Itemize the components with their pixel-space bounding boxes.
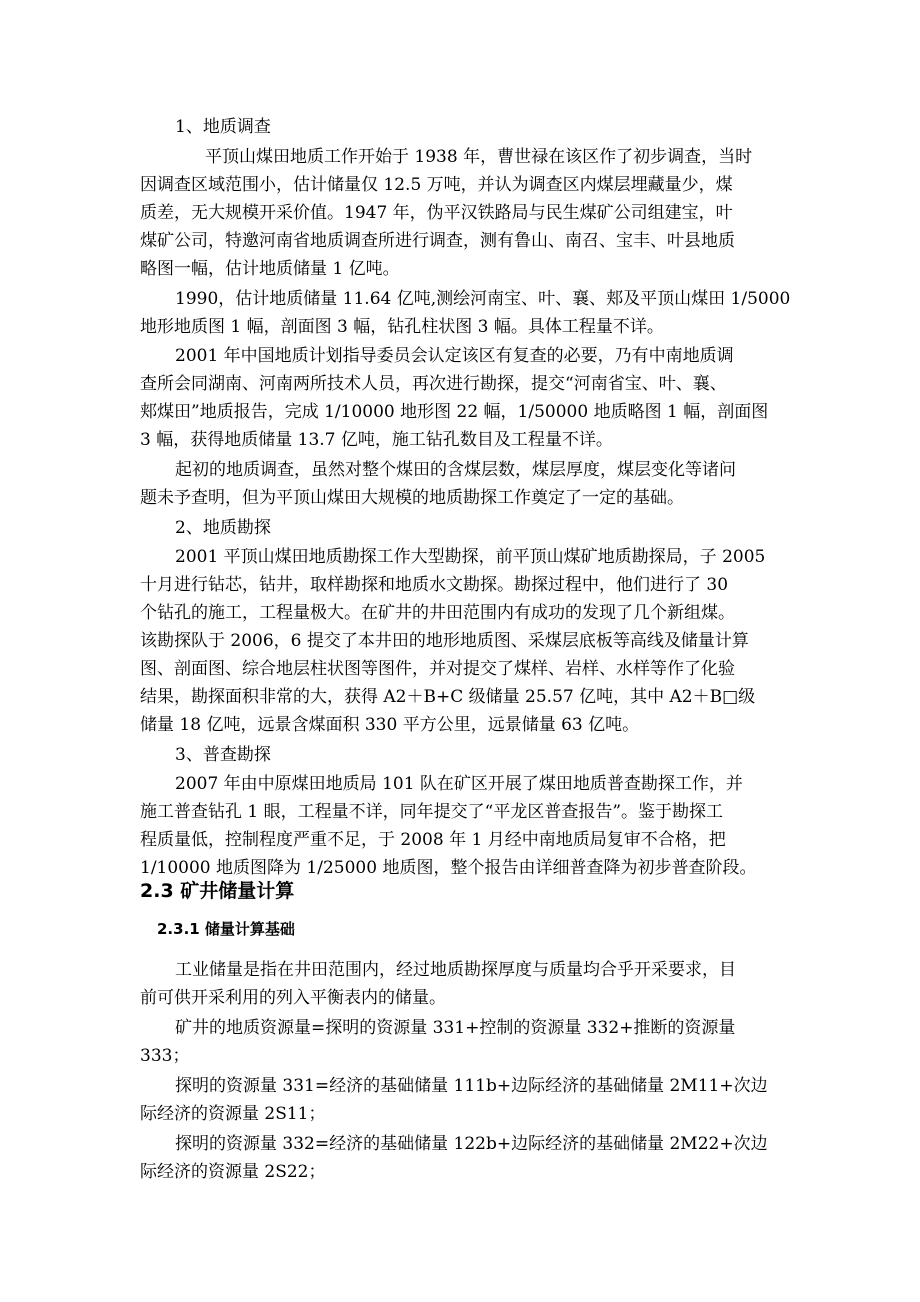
text-line: 十月进行钻芯，钻井，取样勘探和地质水文勘探。勘探过程中，他们进行了 30 [140,575,729,595]
text-line: 程质量低，控制程度严重不足，于 2008 年 1 月经中南地质局复审不合格，把 [140,830,726,850]
section-heading: 2.3 矿井储量计算 [140,880,295,902]
text-line: 工业储量是指在井田范围内，经过地质勘探厚度与质量均合乎开采要求，目 [175,960,736,980]
subsection-heading: 2.3.1 储量计算基础 [157,920,295,938]
subheading-geological-exploration: 2、地质勘探 [175,518,271,538]
subheading-geological-survey: 1、地质调查 [175,117,271,137]
text-line: 探明的资源量 332=经济的基础储量 122b+边际经济的基础储量 2M22+次边 [175,1134,768,1154]
text-line: 题未予查明，但为平顶山煤田大规模的地质勘探工作奠定了一定的基础。 [140,488,684,508]
text-line: 平顶山煤田地质工作开始于 1938 年，曹世禄在该区作了初步调查，当时 [205,147,753,167]
text-line: 煤矿公司，特邀河南省地质调查所进行调查，测有鲁山、南召、宝丰、叶县地质 [140,231,735,251]
text-line: 3 幅，获得地质储量 13.7 亿吨，施工钻孔数目及工程量不详。 [140,430,613,450]
text-line: 探明的资源量 331=经济的基础储量 111b+边际经济的基础储量 2M11+次边 [175,1076,768,1096]
text-line: 2007 年由中原煤田地质局 101 队在矿区开展了煤田地质普查勘探工作，并 [175,774,743,794]
text-line: 查所会同湖南、河南两所技术人员，再次进行勘探，提交“河南省宝、叶、襄、 [140,374,727,394]
text-line: 图、剖面图、综合地层柱状图等图件，并对提交了煤样、岩样、水样等作了化验 [140,659,735,679]
text-line: 郏煤田”地质报告，完成 1/10000 地形图 22 幅，1/50000 地质略图 1 幅，剖面图 [140,402,769,422]
text-line: 个钻孔的施工，工程量极大。在矿井的井田范围内有成功的发现了几个新组煤。 [140,603,735,623]
text-line: 际经济的资源量 2S22； [140,1162,326,1182]
text-line: 2001 平顶山煤田地质勘探工作大型勘探，前平顶山煤矿地质勘探局，子 2005 [175,547,766,567]
text-line: 起初的地质调查，虽然对整个煤田的含煤层数，煤层厚度，煤层变化等诸问 [175,460,736,480]
text-line: 333； [140,1046,190,1066]
text-line: 地形地质图 1 幅，剖面图 3 幅，钻孔柱状图 3 幅。具体工程量不详。 [140,317,664,337]
text-line: 结果，勘探面积非常的大，获得 A2＋B+C 级储量 25.57 亿吨，其中 A2＋B□级 [140,687,756,707]
subheading-general-survey: 3、普查勘探 [175,745,271,765]
text-line: 1990，估计地质储量 11.64 亿吨,测绘河南宝、叶、襄、郏及平顶山煤田 1/5000 [175,289,791,309]
text-line: 1/10000 地质图降为 1/25000 地质图，整个报告由详细普查降为初步普查阶段。 [140,858,757,878]
text-line: 储量 18 亿吨，远景含煤面积 330 平方公里，远景储量 63 亿吨。 [140,715,640,735]
text-line: 前可供开采利用的列入平衡表内的储量。 [140,988,446,1008]
text-line: 矿井的地质资源量=探明的资源量 331+控制的资源量 332+推断的资源量 [175,1018,736,1038]
text-line: 质差，无大规模开采价值。1947 年，伪平汉铁路局与民生煤矿公司组建宝，叶 [140,203,733,223]
text-line: 该勘探队于 2006，6 提交了本井田的地形地质图、采煤层底板等高线及储量计算 [140,631,749,651]
text-line: 施工普查钻孔 1 眼，工程量不详，同年提交了“平龙区普查报告”。鉴于勘探工 [140,802,724,822]
text-line: 2001 年中国地质计划指导委员会认定该区有复查的必要，乃有中南地质调 [175,346,734,366]
text-line: 略图一幅，估计地质储量 1 亿吨。 [140,259,400,279]
text-line: 际经济的资源量 2S11； [140,1104,326,1124]
text-line: 因调查区域范围小，估计储量仅 12.5 万吨，并认为调查区内煤层埋藏量少，煤 [140,175,733,195]
